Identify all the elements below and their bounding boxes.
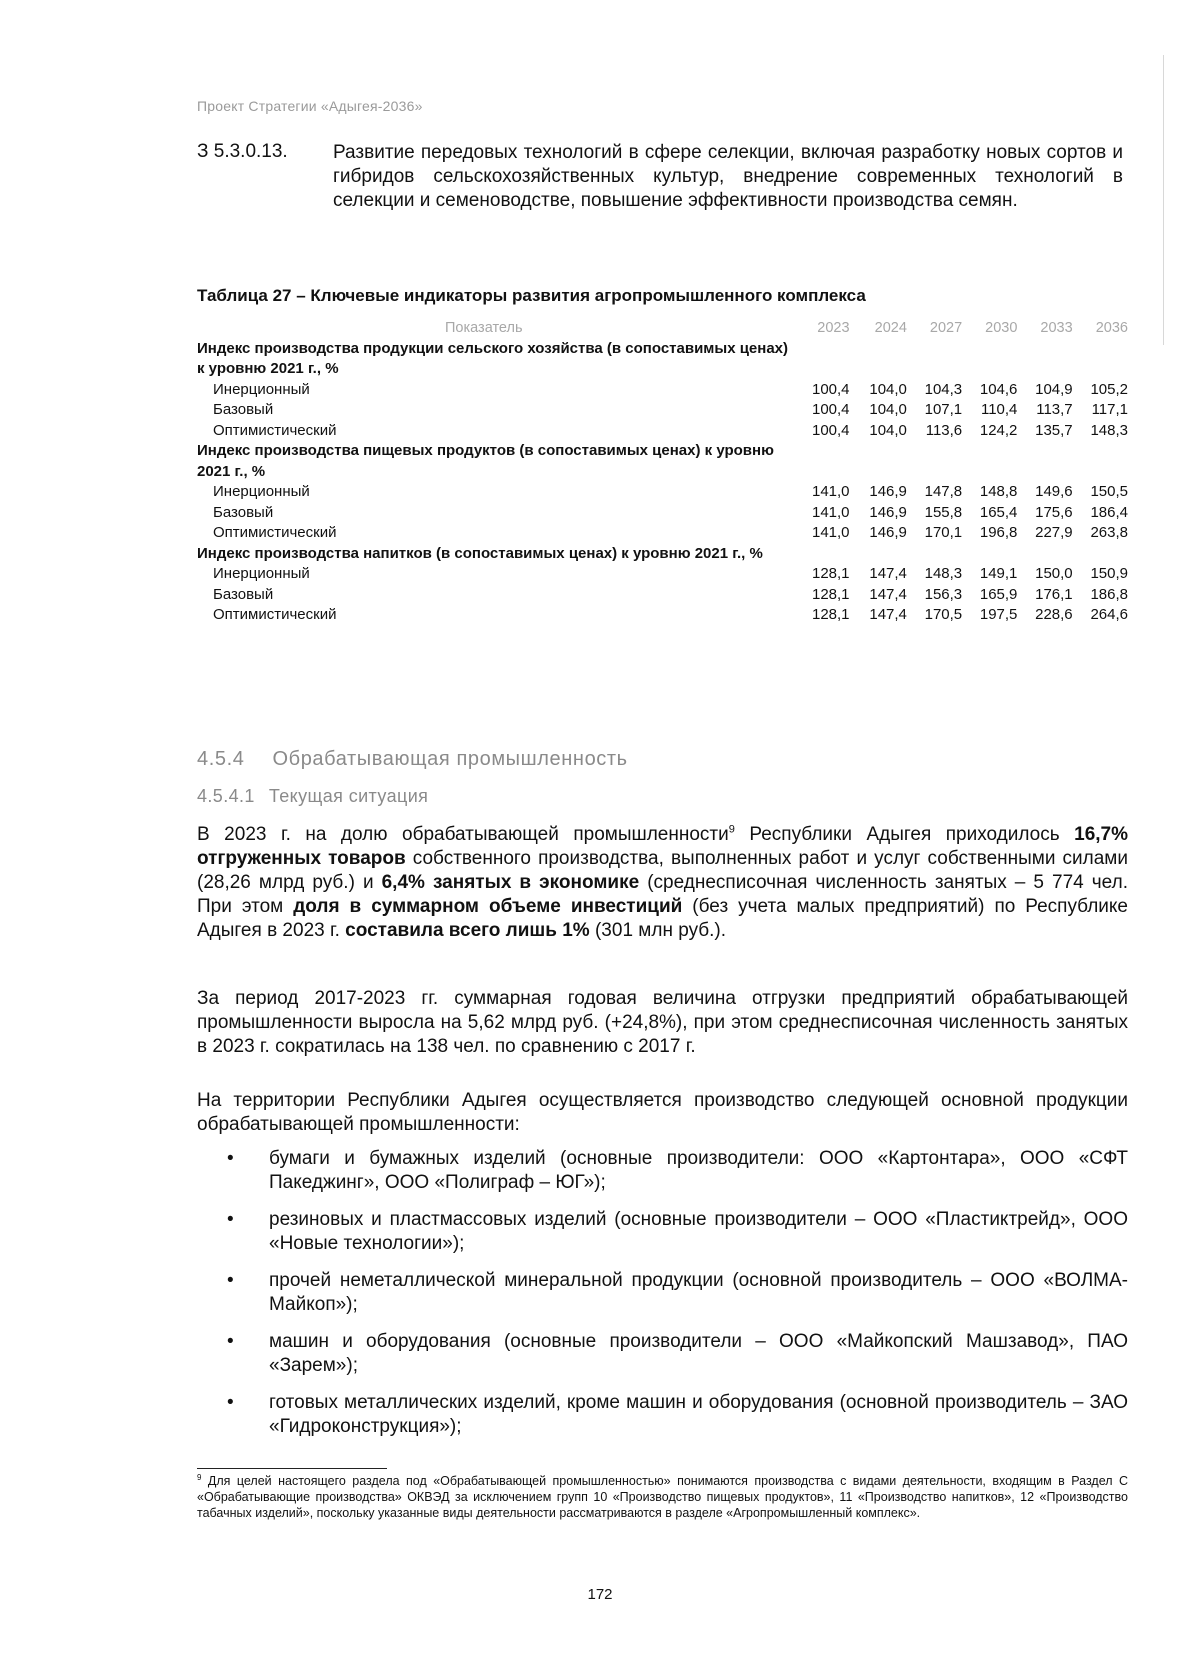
paragraph-1 — [197, 823, 1128, 943]
table-row — [197, 585, 1128, 606]
text-run: В 2023 г. на долю обрабатывающей промышленности — [197, 824, 729, 845]
value-cell: 104,6 — [979, 380, 1018, 398]
value-cell: 165,9 — [979, 585, 1018, 603]
value-cell: 146,9 — [869, 503, 907, 521]
value-cell: 150,9 — [1090, 565, 1128, 582]
empty-cell — [799, 441, 850, 482]
value-cell: 104,0 — [869, 401, 907, 418]
value-cell: 156,3 — [924, 585, 963, 603]
value-cell: 107,1 — [924, 401, 963, 418]
column-header-year: 2036 — [1095, 320, 1128, 336]
value-cell: 147,4 — [869, 585, 907, 603]
table-group-row — [197, 441, 1128, 482]
bold-run: 6,4% занятых в экономике — [381, 872, 640, 893]
value-cell: 104,9 — [1035, 380, 1073, 398]
column-header-year: 2030 — [985, 320, 1018, 336]
value-cell: 146,9 — [869, 524, 907, 541]
table-row — [197, 482, 1128, 503]
paragraph-3: На территории Республики Адыгея осуществляется производство следующей основной продукции обрабатывающей промышленности: — [197, 1090, 1128, 1135]
value-cell: 117,1 — [1091, 401, 1128, 418]
table-row — [197, 400, 1128, 421]
value-cell: 165,4 — [979, 503, 1018, 521]
table-row — [197, 564, 1128, 585]
text-run: Республики Адыгея приходилось — [734, 824, 1075, 845]
subsection-number: 4.5.4.1 — [197, 786, 255, 806]
value-cell: 124,2 — [979, 421, 1018, 439]
value-cell: 150,5 — [1090, 483, 1128, 500]
value-cell: 170,1 — [924, 524, 963, 541]
text-run: (без учета малых предприятий) по Республике Адыгея в 2023 г. — [197, 896, 1129, 941]
value-cell: 263,8 — [1090, 524, 1128, 541]
empty-cell — [962, 339, 1017, 380]
list-item — [197, 1147, 1128, 1195]
value-cell: 176,1 — [1035, 585, 1073, 603]
measure-text: Развитие передовых технологий в сфере селекции, включая разработку новых сортов и гибридов сельскохозяйственных культур, внедрение современных технологий в селекции и семеноводстве, повышение эффективности производства семян. — [333, 142, 1123, 211]
value-cell: 170,5 — [924, 606, 963, 623]
scenario-name: Базовый — [213, 585, 274, 603]
value-cell: 148,3 — [924, 565, 963, 582]
value-cell: 228,6 — [1035, 606, 1073, 623]
table-row — [197, 503, 1128, 524]
empty-cell — [1017, 544, 1072, 565]
group-title: Индекс производства продукции сельского хозяйства (в сопоставимых ценах) к уровню 2021 г., % — [197, 339, 789, 377]
value-cell: 149,6 — [1035, 483, 1073, 500]
table-row — [197, 380, 1128, 401]
table-group-row — [197, 544, 1128, 565]
column-header-year: 2033 — [1040, 320, 1073, 336]
value-cell: 148,3 — [1090, 421, 1128, 439]
empty-cell — [907, 441, 962, 482]
value-cell: 155,8 — [924, 503, 963, 521]
value-cell: 113,6 — [925, 421, 963, 439]
value-cell: 264,6 — [1090, 606, 1128, 623]
table-row — [197, 605, 1128, 626]
empty-cell — [962, 544, 1017, 565]
list-item-text: резиновых и пластмассовых изделий (основные производители – ООО «Пластиктрейд», ООО «Новые технологии»); — [269, 1209, 1128, 1254]
value-cell: 104,3 — [924, 380, 963, 398]
value-cell: 104,0 — [869, 421, 907, 439]
empty-cell — [907, 339, 962, 380]
list-item — [197, 1269, 1128, 1317]
subsection-heading — [197, 786, 442, 807]
table-caption: Таблица 27 – Ключевые индикаторы развития агропромышленного комплекса — [197, 286, 866, 305]
value-cell: 100,4 — [811, 421, 850, 439]
empty-cell — [1073, 544, 1128, 565]
list-item-text: прочей неметаллической минеральной продукции (основной производитель – ООО «ВОЛМА-Майкоп»); — [269, 1270, 1128, 1315]
paragraph-2: За период 2017-2023 гг. суммарная годовая величина отгрузки предприятий обрабатывающей промышленности выросла на 5,62 млрд руб. (+24,8%), при этом среднесписочная численность занятых в 2023 г. сократилась на 138 чел. по сравнению с 2017 г. — [197, 988, 1128, 1057]
footnote-text: Для целей настоящего раздела под «Обрабатывающей промышленностью» понимаются производства с видами деятельности, входящим в Раздел С «Обрабатывающие производства» ОКВЭД за исключением групп 10 «Производство пищевых продуктов», 11 «Производство напитков», 12 «Производство табачных изделий», поскольку указанные виды деятельности рассматриваются в разделе «Агропромышленный комплекс». — [197, 1474, 1128, 1520]
value-cell: 196,8 — [979, 524, 1018, 541]
bullet-icon: • — [227, 1331, 234, 1352]
page-number: 172 — [587, 1586, 613, 1603]
group-title: Индекс производства пищевых продуктов (в сопоставимых ценах) к уровню 2021 г., % — [197, 442, 774, 480]
value-cell: 148,8 — [979, 483, 1018, 500]
measure-number: З 5.3.0.13. — [197, 141, 288, 162]
scenario-name: Оптимистический — [213, 421, 337, 439]
table-row — [197, 421, 1128, 442]
value-cell: 128,1 — [811, 606, 850, 623]
empty-cell — [962, 441, 1017, 482]
value-cell: 175,6 — [1035, 503, 1073, 521]
indicators-table — [197, 318, 1128, 626]
empty-cell — [850, 339, 907, 380]
text-run: (301 млн руб.). — [589, 920, 727, 941]
empty-cell — [850, 441, 907, 482]
value-cell: 197,5 — [979, 606, 1018, 623]
footnote-mark: 9 — [197, 1472, 202, 1482]
value-cell: 141,0 — [811, 503, 850, 521]
list-item — [197, 1391, 1128, 1439]
bullet-icon: • — [227, 1270, 234, 1291]
value-cell: 149,1 — [979, 565, 1018, 582]
section-number: 4.5.4 — [197, 748, 245, 770]
value-cell: 147,8 — [924, 483, 963, 500]
bold-run: 16,7% отгруженных товаров — [197, 824, 1128, 869]
value-cell: 105,2 — [1090, 380, 1128, 398]
empty-cell — [1017, 339, 1072, 380]
value-cell: 186,4 — [1090, 503, 1128, 521]
empty-cell — [1073, 441, 1128, 482]
list-item-text: бумаги и бумажных изделий (основные производители: ООО «Картонтара», ООО «СФТ Пакеджинг», ООО «Полиграф – ЮГ»); — [269, 1148, 1128, 1193]
scenario-name: Инерционный — [213, 483, 310, 500]
text-run: (среднесписочная численность занятых – 5 774 чел. При этом — [197, 872, 1128, 917]
list-item-text: машин и оборудования (основные производители – ООО «Майкопский Машзавод», ПАО «Зарем»); — [269, 1331, 1128, 1376]
value-cell: 128,1 — [811, 585, 850, 603]
table-group-row — [197, 339, 1128, 380]
list-item — [197, 1330, 1128, 1378]
table-row — [197, 523, 1128, 544]
value-cell: 141,0 — [811, 524, 850, 541]
footnote — [197, 1473, 1128, 1521]
list-item — [197, 1208, 1128, 1256]
page-header: Проект Стратегии «Адыгея-2036» — [197, 98, 423, 114]
footnote-divider — [197, 1468, 387, 1469]
empty-cell — [1073, 339, 1128, 380]
value-cell: 227,9 — [1035, 524, 1073, 541]
bullet-icon: • — [227, 1148, 234, 1169]
bold-run: доля в суммарном объеме инвестиций — [293, 896, 683, 917]
scenario-name: Оптимистический — [213, 606, 337, 623]
text-run: собственного производства, выполненных работ и услуг собственными силами (28,26 млрд руб.) и — [197, 848, 1128, 893]
scenario-name: Инерционный — [213, 565, 310, 582]
list-item-text: готовых металлических изделий, кроме машин и оборудования (основной производитель – ЗАО «Гидроконструкция»); — [269, 1392, 1128, 1437]
column-header-year: 2023 — [817, 320, 850, 336]
value-cell: 141,0 — [811, 483, 850, 500]
bold-run: составила всего лишь 1% — [345, 920, 590, 941]
empty-cell — [907, 544, 962, 565]
empty-cell — [799, 544, 850, 565]
scenario-name: Базовый — [213, 401, 274, 418]
scenario-name: Оптимистический — [213, 524, 337, 541]
value-cell: 128,1 — [811, 565, 850, 582]
footnote-ref: 9 — [728, 823, 735, 836]
table-body — [197, 339, 1128, 626]
value-cell: 100,4 — [811, 401, 850, 418]
group-title: Индекс производства напитков (в сопоставимых ценах) к уровню 2021 г., % — [197, 544, 763, 562]
value-cell: 104,0 — [869, 380, 907, 398]
column-header-indicator: Показатель — [445, 320, 523, 336]
value-cell: 113,7 — [1036, 401, 1073, 418]
empty-cell — [799, 339, 850, 380]
value-cell: 135,7 — [1035, 421, 1073, 439]
bullet-icon: • — [227, 1392, 234, 1413]
empty-cell — [1017, 441, 1072, 482]
products-list — [197, 1147, 1128, 1452]
column-header-year: 2027 — [929, 320, 963, 336]
value-cell: 186,8 — [1090, 585, 1128, 603]
value-cell: 110,4 — [980, 401, 1018, 418]
scenario-name: Инерционный — [213, 380, 310, 398]
table-header-row — [197, 318, 1128, 339]
scan-edge-line — [1163, 55, 1164, 345]
scenario-name: Базовый — [213, 503, 274, 521]
section-heading — [197, 748, 656, 771]
empty-cell — [850, 544, 907, 565]
value-cell: 100,4 — [811, 380, 850, 398]
subsection-title: Текущая ситуация — [268, 786, 429, 806]
column-header-year: 2024 — [874, 320, 907, 336]
section-title: Обрабатывающая промышленность — [272, 748, 628, 770]
value-cell: 150,0 — [1035, 565, 1073, 582]
value-cell: 146,9 — [869, 483, 907, 500]
value-cell: 147,4 — [869, 565, 907, 582]
bullet-icon: • — [227, 1209, 234, 1230]
value-cell: 147,4 — [869, 606, 907, 623]
